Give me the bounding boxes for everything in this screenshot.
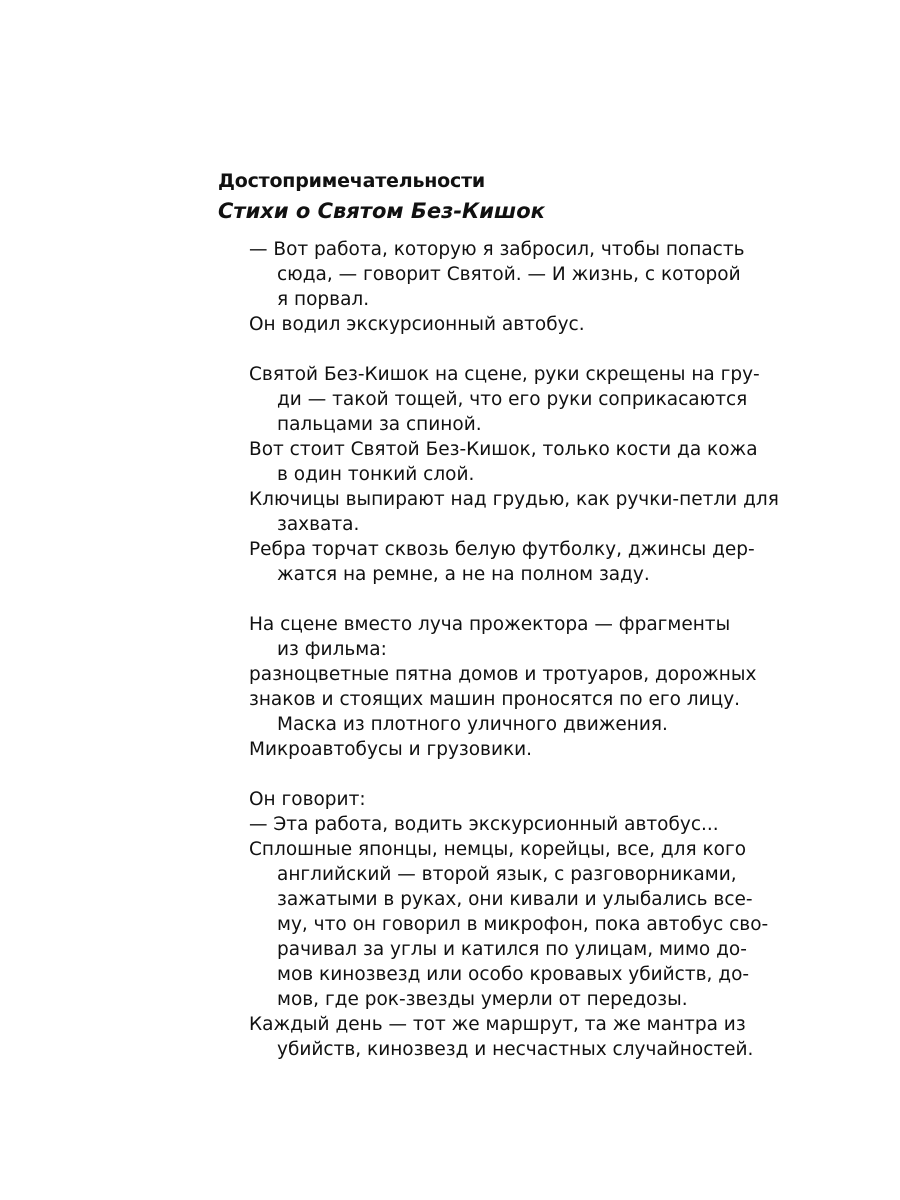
poem-line: На сцене вместо луча прожектора — фрагменты	[249, 614, 731, 635]
section-heading: Достопримечательности	[218, 170, 486, 192]
poem-line: жатся на ремне, а не на полном заду.	[277, 564, 650, 585]
poem-line: Ключицы выпирают над грудью, как ручки-петли для	[249, 489, 779, 510]
poem-line: рачивал за углы и катился по улицам, мимо до-	[277, 939, 747, 960]
poem-line: Ребра торчат сквозь белую футболку, джинсы дер-	[249, 539, 755, 560]
poem-line: Он водил экскурсионный автобус.	[249, 314, 585, 335]
poem-line: Сплошные японцы, немцы, корейцы, все, для кого	[249, 839, 747, 860]
poem-line: разноцветные пятна домов и тротуаров, дорожных	[249, 664, 757, 685]
poem-line: Вот стоит Святой Без-Кишок, только кости да кожа	[249, 439, 758, 460]
poem-line: пальцами за спиной.	[277, 414, 482, 435]
poem-line: Святой Без-Кишок на сцене, руки скрещены на гру-	[249, 364, 760, 385]
poem-line: Он говорит:	[249, 789, 366, 810]
poem-line: зажатыми в руках, они кивали и улыбались все-	[277, 889, 753, 910]
poem-line: Микроавтобусы и грузовики.	[249, 739, 533, 760]
poem-line: сюда, — говорит Святой. — И жизнь, с которой	[277, 264, 741, 285]
poem-line: захвата.	[277, 514, 360, 535]
poem-line: английский — второй язык, с разговорниками,	[277, 864, 737, 885]
poem-line: мов кинозвезд или особо кровавых убийств, до-	[277, 964, 750, 985]
poem-line: я порвал.	[277, 289, 370, 310]
poem-line: убийств, кинозвезд и несчастных случайностей.	[277, 1039, 754, 1060]
poem-line: Маска из плотного уличного движения.	[277, 714, 668, 735]
poem-line: Каждый день — тот же маршрут, та же мантра из	[249, 1014, 746, 1035]
poem-line: ди — такой тощей, что его руки соприкасаются	[277, 389, 748, 410]
poem-line: — Эта работа, водить экскурсионный автобус...	[249, 814, 719, 835]
poem-line: му, что он говорил в микрофон, пока автобус сво-	[277, 914, 769, 935]
poem-line: из фильма:	[277, 639, 387, 660]
poem-title: Стихи о Святом Без-Кишок	[218, 199, 545, 223]
poem-line: мов, где рок-звезды умерли от передозы.	[277, 989, 688, 1010]
poem-line: в один тонкий слой.	[277, 464, 475, 485]
poem-line: — Вот работа, которую я забросил, чтобы попасть	[249, 239, 745, 260]
poem-line: знаков и стоящих машин проносятся по его лицу.	[249, 689, 741, 710]
